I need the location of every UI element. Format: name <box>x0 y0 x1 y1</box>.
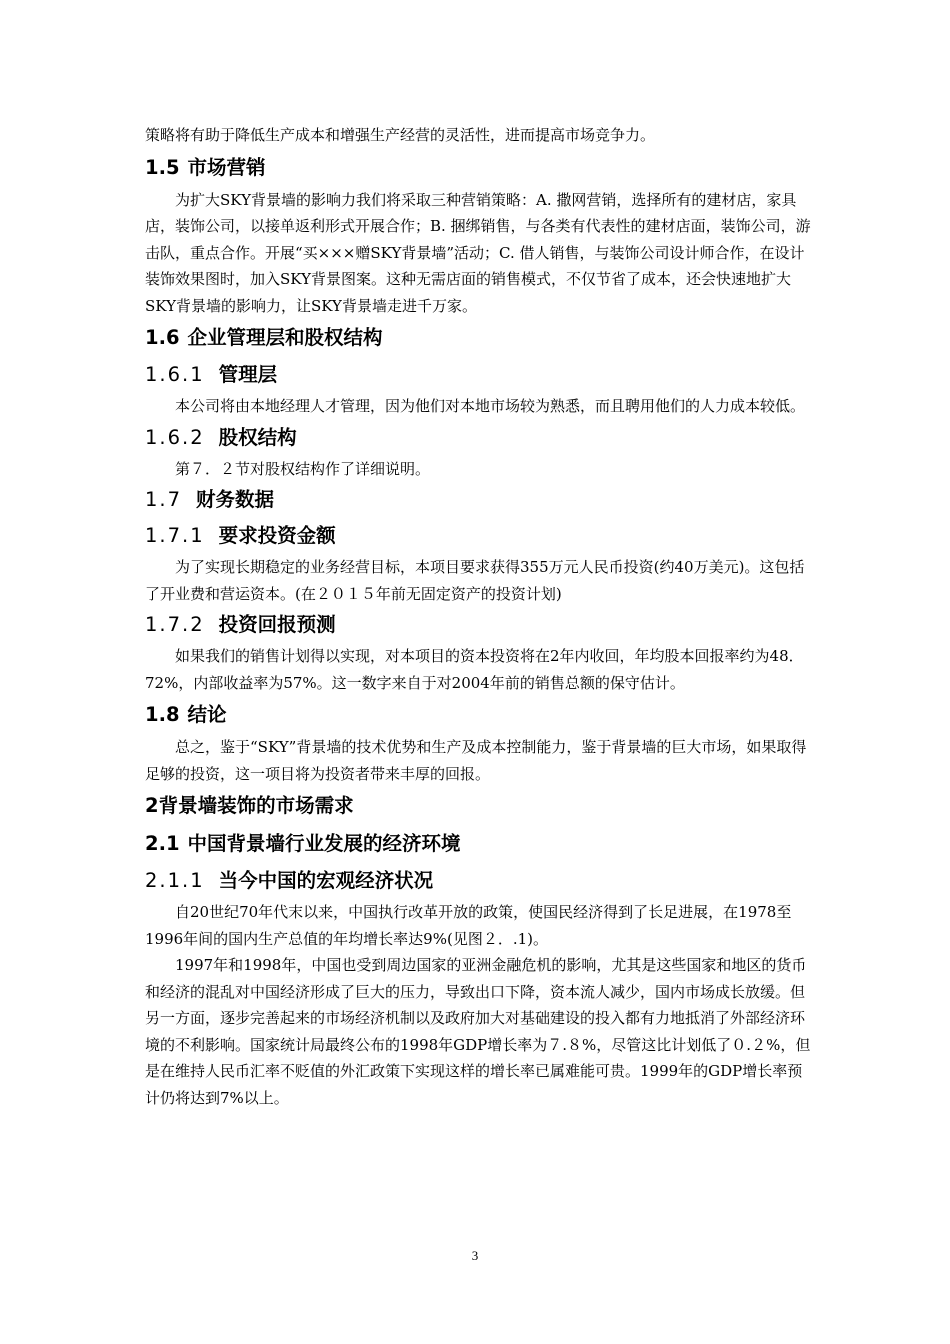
heading-1-6 <box>145 319 815 357</box>
paragraph: 为了实现长期稳定的业务经营目标，本项目要求获得355万元人民币投资(约40万美元)。这包括了开业费和营运资本。(在２０１５年前无固定资产的投资计划) <box>145 558 805 603</box>
heading-text: 财务数据 <box>196 488 275 511</box>
heading-text: 当今中国的宏观经济状况 <box>218 869 434 892</box>
heading-number: 1.7.2 <box>145 613 205 636</box>
heading-number: 1.7 <box>145 488 183 511</box>
heading-1-7-2 <box>145 607 815 643</box>
paragraph: 自20世纪70年代末以来，中国执行改革开放的政策，使国民经济得到了长足进展，在1978至1996年间的国内生产总值的年均增长率达9%(见图２．.1)。 <box>145 903 792 948</box>
heading-text: 企业管理层和股权结构 <box>187 326 383 349</box>
page-number: 3 <box>471 1248 479 1263</box>
heading-number: 1.8 <box>145 703 180 726</box>
heading-text: 投资回报预测 <box>218 613 336 636</box>
paragraph: 策略将有助于降低生产成本和增强生产经营的灵活性，进而提高市场竞争力。 <box>145 126 656 144</box>
heading-text: 股权结构 <box>218 425 297 449</box>
heading-1-6-2 <box>145 420 815 456</box>
paragraph: 如果我们的销售计划得以实现，对本项目的资本投资将在2年内收回，年均股本回报率约为48．72%，内部收益率为57%。这一数字来自于对2004年前的销售总额的保守估计。 <box>145 647 804 692</box>
heading-2 <box>145 787 815 825</box>
heading-number: 1.6.1 <box>145 363 205 386</box>
heading-number: 2 <box>145 794 159 817</box>
paragraph: 为扩大SKY背景墙的影响力我们将采取三种营销策略：A. 撒网营销，选择所有的建材店，家具店，装饰公司，以接单返利形式开展合作；B. 捆绑销售，与各类有代表性的建材店面，装饰公司，游击队，重点合作。开展“买×××赠SKY背景墙”活动；C. 借人销售，与装饰公司设计师合作，在设计装饰效果图时，加入SKY背景图案。这种无需店面的销售模式，不仅节省了成本，还会快速地扩大SKY背景墙的影响力，让SKY背景墙走进千万家。 <box>145 190 811 315</box>
heading-number: 2.1 <box>145 832 180 855</box>
heading-1-6-1 <box>145 357 815 393</box>
paragraph: 1997年和1998年，中国也受到周边国家的亚洲金融危机的影响，尤其是这些国家和地区的货币和经济的混乱对中国经济形成了巨大的压力，导致出口下降，资本流人减少，国内市场成长放缓。但另一方面，逐步完善起来的市场经济机制以及政府加大对基础建设的投入都有力地抵消了外部经济环境的不利影响。国家统计局最终公布的1998年GDP增长率为７.８%，尽管这比计划低了０.２%，但是在维持人民币汇率不贬值的外汇政策下实现这样的增长率已属难能可贵。1999年的GDP增长率预计仍将达到7%以上。 <box>145 956 811 1107</box>
heading-number: 1.6 <box>145 326 180 349</box>
heading-number: 1.5 <box>145 155 180 179</box>
heading-1-7-1 <box>145 518 815 554</box>
heading-number: 1.6.2 <box>145 425 205 449</box>
heading-number: 2.1.1 <box>145 869 205 892</box>
document-body <box>145 122 815 1111</box>
heading-1-7 <box>145 482 815 518</box>
heading-1-8 <box>145 696 815 734</box>
heading-text: 要求投资金额 <box>218 524 336 547</box>
paragraph: 本公司将由本地经理人才管理，因为他们对本地市场较为熟悉，而且聘用他们的人力成本较低。 <box>175 397 806 415</box>
heading-2-1 <box>145 825 815 863</box>
heading-text: 中国背景墙行业发展的经济环境 <box>187 832 461 855</box>
paragraph: 总之，鉴于“SKY”背景墙的技术优势和生产及成本控制能力，鉴于背景墙的巨大市场，如果取得足够的投资，这一项目将为投资者带来丰厚的回报。 <box>145 738 807 783</box>
heading-2-1-1 <box>145 863 815 899</box>
paragraph: 第７．２节对股权结构作了详细说明。 <box>175 459 431 478</box>
heading-text: 背景墙装饰的市场需求 <box>158 794 354 817</box>
heading-text: 结论 <box>187 703 227 726</box>
heading-text: 管理层 <box>218 363 278 386</box>
heading-number: 1.7.1 <box>145 524 205 547</box>
heading-1-5 <box>145 149 815 187</box>
heading-text: 市场营销 <box>187 155 266 179</box>
